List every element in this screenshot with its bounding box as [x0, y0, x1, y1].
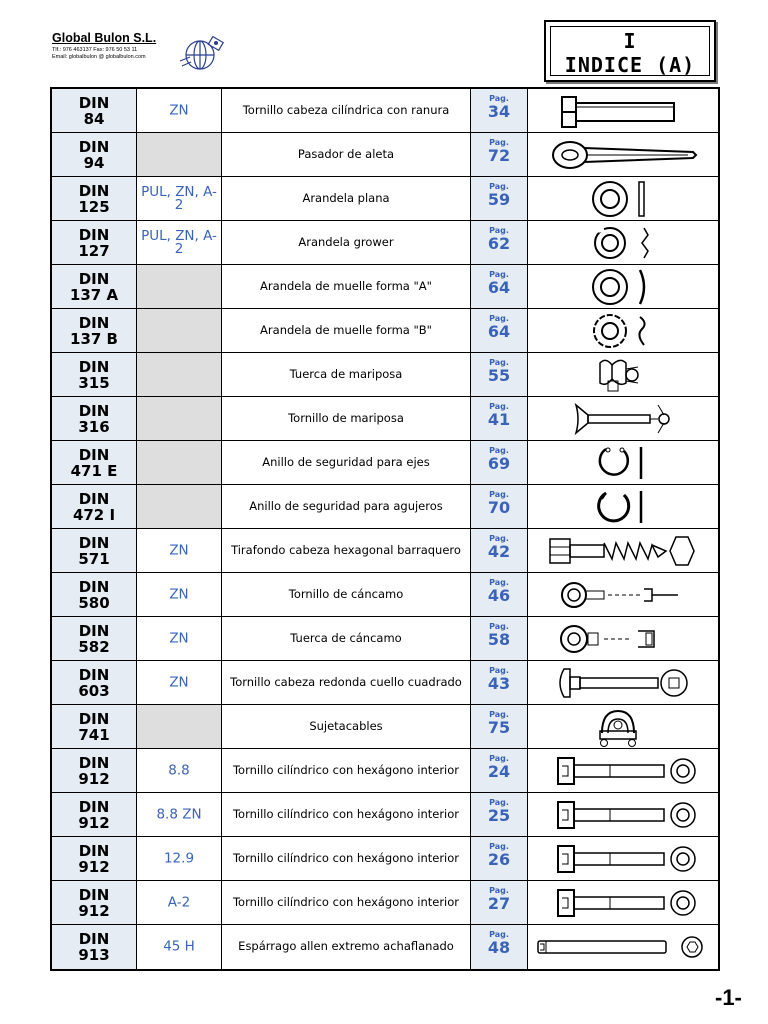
- din-label: DIN: [78, 314, 110, 332]
- description: Tuerca de cáncamo: [222, 617, 471, 660]
- page-reference[interactable]: [471, 441, 528, 484]
- din-number: 316: [78, 418, 110, 436]
- page-label: Pag.: [489, 446, 509, 455]
- slotted-cheese-screw-icon: [528, 89, 718, 133]
- din-label: DIN: [78, 842, 110, 860]
- finish-cell: [137, 837, 222, 880]
- din-number: 912: [78, 858, 110, 876]
- page-reference[interactable]: [471, 793, 528, 836]
- part-illustration: [528, 793, 718, 836]
- table-row: [52, 485, 718, 529]
- page-label: Pag.: [489, 798, 509, 807]
- din-label: DIN: [78, 94, 110, 112]
- din-label: DIN: [78, 710, 110, 728]
- din-code: [52, 221, 137, 264]
- table-row: [52, 177, 718, 221]
- din-label: DIN: [78, 578, 110, 596]
- table-row: [52, 89, 718, 133]
- page-reference[interactable]: [471, 133, 528, 176]
- finish-cell: [137, 705, 222, 748]
- page-number-ref: 27: [487, 894, 511, 913]
- company-logo-icon: [170, 31, 228, 83]
- socket-head-cap-screw-icon: [528, 881, 718, 925]
- page-number-ref: 25: [487, 806, 511, 825]
- table-row: [52, 793, 718, 837]
- table-row: [52, 925, 718, 969]
- page-reference[interactable]: [471, 309, 528, 352]
- wing-screw-icon: [528, 397, 718, 441]
- part-illustration: [528, 89, 718, 132]
- din-label: DIN: [78, 490, 110, 508]
- table-row: [52, 705, 718, 749]
- table-row: [52, 881, 718, 925]
- company-email: Email: globalbulon @ globalbulon.com: [52, 54, 146, 60]
- page-number-ref: 43: [487, 674, 511, 693]
- din-number: 137 B: [70, 330, 118, 348]
- page-label: Pag.: [489, 182, 509, 191]
- din-number: 912: [78, 770, 110, 788]
- page-number-ref: 48: [487, 938, 511, 957]
- internal-circlip-icon: [528, 485, 718, 529]
- table-row: [52, 309, 718, 353]
- part-illustration: [528, 353, 718, 396]
- finish-text: PUL, ZN, A-2: [141, 227, 217, 257]
- din-code: [52, 89, 137, 132]
- din-code: [52, 397, 137, 440]
- page-label: Pag.: [489, 754, 509, 763]
- company-phone-fax: Tlf.: 976 463137 Fax: 976 50 53 11: [52, 47, 138, 53]
- finish-cell: [137, 529, 222, 572]
- page-reference[interactable]: [471, 617, 528, 660]
- spring-lock-washer-icon: [528, 221, 718, 265]
- description: Arandela grower: [222, 221, 471, 264]
- finish-cell: [137, 265, 222, 308]
- table-row: [52, 837, 718, 881]
- table-row: [52, 397, 718, 441]
- wave-spring-washer-icon: [528, 309, 718, 353]
- din-label: DIN: [78, 798, 110, 816]
- din-code: [52, 177, 137, 220]
- page-number-ref: 70: [487, 498, 511, 517]
- finish-cell: [137, 441, 222, 484]
- page-label: Pag.: [489, 94, 509, 103]
- din-code: [52, 133, 137, 176]
- din-label: DIN: [78, 446, 110, 464]
- page-reference[interactable]: [471, 661, 528, 704]
- page-label: Pag.: [489, 490, 509, 499]
- din-label: DIN: [78, 358, 110, 376]
- din-number: 912: [78, 814, 110, 832]
- finish-cell: [137, 221, 222, 264]
- finish-cell: [137, 617, 222, 660]
- part-illustration: [528, 617, 718, 660]
- page-number-ref: 58: [487, 630, 511, 649]
- finish-text: ZN: [169, 674, 189, 690]
- page-reference[interactable]: [471, 837, 528, 880]
- finish-text: ZN: [169, 586, 189, 602]
- socket-head-cap-screw-icon: [528, 837, 718, 881]
- page-label: Pag.: [489, 270, 509, 279]
- finish-cell: [137, 925, 222, 969]
- wire-rope-clip-icon: [528, 705, 718, 749]
- din-code: [52, 925, 137, 969]
- company-name: Global Bulon S.L.: [52, 31, 157, 45]
- page-number-ref: 75: [487, 718, 511, 737]
- page-reference[interactable]: [471, 573, 528, 616]
- description: Arandela plana: [222, 177, 471, 220]
- page-reference[interactable]: [471, 353, 528, 396]
- finish-text: 8.8 ZN: [156, 806, 202, 822]
- page-label: Pag.: [489, 666, 509, 675]
- page-label: Pag.: [489, 226, 509, 235]
- din-number: 125: [78, 198, 110, 216]
- description: Tornillo cabeza cilíndrica con ranura: [222, 89, 471, 132]
- description: Arandela de muelle forma "A": [222, 265, 471, 308]
- socket-head-cap-screw-icon: [528, 749, 718, 793]
- part-illustration: [528, 397, 718, 440]
- description: Tirafondo cabeza hexagonal barraquero: [222, 529, 471, 572]
- din-code: [52, 661, 137, 704]
- description: Arandela de muelle forma "B": [222, 309, 471, 352]
- page-number-ref: 34: [487, 102, 511, 121]
- din-code: [52, 441, 137, 484]
- din-label: DIN: [78, 622, 110, 640]
- description: Tornillo cabeza redonda cuello cuadrado: [222, 661, 471, 704]
- page-reference[interactable]: [471, 925, 528, 969]
- page-reference[interactable]: [471, 529, 528, 572]
- page-label: Pag.: [489, 358, 509, 367]
- description: Pasador de aleta: [222, 133, 471, 176]
- description: Tornillo de mariposa: [222, 397, 471, 440]
- description: Tornillo cilíndrico con hexágono interior: [222, 837, 471, 880]
- din-number: 912: [78, 902, 110, 920]
- din-code: [52, 573, 137, 616]
- page-reference[interactable]: [471, 89, 528, 132]
- din-number: 571: [78, 550, 110, 568]
- page-label: Pag.: [489, 138, 509, 147]
- din-number: 913: [78, 946, 110, 964]
- din-number: 137 A: [69, 286, 119, 304]
- page-label: Pag.: [489, 402, 509, 411]
- part-illustration: [528, 485, 718, 528]
- part-illustration: [528, 749, 718, 792]
- wing-nut-icon: [528, 353, 718, 397]
- description: Sujetacables: [222, 705, 471, 748]
- din-label: DIN: [78, 666, 110, 684]
- split-pin-icon: [528, 133, 718, 177]
- din-label: DIN: [78, 182, 110, 200]
- part-illustration: [528, 529, 718, 572]
- description: Espárrago allen extremo achaflanado: [222, 925, 471, 969]
- part-illustration: [528, 925, 718, 969]
- finish-cell: [137, 881, 222, 924]
- din-code: [52, 837, 137, 880]
- part-illustration: [528, 837, 718, 880]
- flat-washer-icon: [528, 177, 718, 221]
- din-label: DIN: [78, 534, 110, 552]
- description: Anillo de seguridad para ejes: [222, 441, 471, 484]
- finish-cell: [137, 397, 222, 440]
- external-circlip-icon: [528, 441, 718, 485]
- din-label: DIN: [78, 226, 110, 244]
- din-number: 127: [78, 242, 110, 260]
- index-title-box: [544, 20, 716, 82]
- page-number-ref: 42: [487, 542, 511, 561]
- part-illustration: [528, 705, 718, 748]
- finish-text: ZN: [169, 630, 189, 646]
- page-number-ref: 55: [487, 366, 511, 385]
- part-illustration: [528, 573, 718, 616]
- finish-text: A-2: [167, 894, 191, 910]
- din-number: 94: [83, 154, 105, 172]
- din-label: DIN: [78, 402, 110, 420]
- din-number: 84: [83, 110, 105, 128]
- page-reference[interactable]: [471, 705, 528, 748]
- part-illustration: [528, 177, 718, 220]
- page-label: Pag.: [489, 710, 509, 719]
- din-code: [52, 749, 137, 792]
- set-screw-flat-point-icon: [528, 925, 718, 969]
- part-illustration: [528, 265, 718, 308]
- finish-cell: [137, 353, 222, 396]
- page-number-ref: 26: [487, 850, 511, 869]
- din-label: DIN: [78, 886, 110, 904]
- din-number: 472 I: [72, 506, 116, 524]
- index-table: [50, 87, 720, 971]
- part-illustration: [528, 133, 718, 176]
- page-label: Pag.: [489, 842, 509, 851]
- eye-nut-icon: [528, 617, 718, 661]
- finish-cell: [137, 485, 222, 528]
- part-illustration: [528, 881, 718, 924]
- din-code: [52, 793, 137, 836]
- company-header: [52, 31, 227, 85]
- table-row: [52, 353, 718, 397]
- finish-text: ZN: [169, 102, 189, 118]
- page-reference[interactable]: [471, 881, 528, 924]
- page-number-ref: 69: [487, 454, 511, 473]
- eye-bolt-icon: [528, 573, 718, 617]
- page-label: Pag.: [489, 622, 509, 631]
- finish-cell: [137, 661, 222, 704]
- finish-text: 45 H: [163, 938, 195, 955]
- part-illustration: [528, 661, 718, 704]
- page-number-ref: 24: [487, 762, 511, 781]
- finish-cell: [137, 749, 222, 792]
- hex-lag-screw-icon: [528, 529, 718, 573]
- din-number: 315: [78, 374, 110, 392]
- din-label: DIN: [78, 754, 110, 772]
- table-row: [52, 749, 718, 793]
- page-label: Pag.: [489, 578, 509, 587]
- din-code: [52, 485, 137, 528]
- finish-cell: [137, 133, 222, 176]
- table-row: [52, 573, 718, 617]
- finish-cell: [137, 793, 222, 836]
- din-number: 741: [78, 726, 110, 744]
- table-row: [52, 529, 718, 573]
- page-label: Pag.: [489, 886, 509, 895]
- page-number: -1-: [715, 985, 742, 1010]
- page-number-ref: 64: [487, 278, 511, 297]
- table-row: [52, 661, 718, 705]
- part-illustration: [528, 309, 718, 352]
- finish-text: ZN: [169, 542, 189, 558]
- finish-cell: [137, 89, 222, 132]
- page-label: Pag.: [489, 314, 509, 323]
- description: Tornillo cilíndrico con hexágono interior: [222, 793, 471, 836]
- curved-spring-washer-icon: [528, 265, 718, 309]
- din-label: DIN: [78, 138, 110, 156]
- description: Tornillo cilíndrico con hexágono interior: [222, 749, 471, 792]
- table-row: [52, 265, 718, 309]
- description: Tornillo de cáncamo: [222, 573, 471, 616]
- finish-cell: [137, 177, 222, 220]
- page-number-ref: 46: [487, 586, 511, 605]
- description: Tornillo cilíndrico con hexágono interior: [222, 881, 471, 924]
- din-number: 582: [78, 638, 110, 656]
- page-label: Pag.: [489, 534, 509, 543]
- din-code: [52, 309, 137, 352]
- page-reference[interactable]: [471, 177, 528, 220]
- page-number-ref: 64: [487, 322, 511, 341]
- index-title: INDICE (A): [564, 53, 696, 77]
- page-number-ref: 72: [487, 146, 511, 165]
- din-label: DIN: [78, 270, 110, 288]
- page-number-ref: 62: [487, 234, 511, 253]
- socket-head-cap-screw-icon: [528, 793, 718, 837]
- page-label: Pag.: [489, 930, 509, 939]
- description: Anillo de seguridad para agujeros: [222, 485, 471, 528]
- table-row: [52, 441, 718, 485]
- page-reference[interactable]: [471, 485, 528, 528]
- din-code: [52, 529, 137, 572]
- din-number: 471 E: [70, 462, 118, 480]
- finish-text: PUL, ZN, A-2: [141, 183, 217, 213]
- din-code: [52, 705, 137, 748]
- page-reference[interactable]: [471, 749, 528, 792]
- din-number: 603: [78, 682, 110, 700]
- page-reference[interactable]: [471, 397, 528, 440]
- part-illustration: [528, 221, 718, 264]
- din-code: [52, 617, 137, 660]
- finish-cell: [137, 309, 222, 352]
- table-row: [52, 221, 718, 265]
- part-illustration: [528, 441, 718, 484]
- table-row: [52, 617, 718, 661]
- description: Tuerca de mariposa: [222, 353, 471, 396]
- finish-cell: [137, 573, 222, 616]
- din-code: [52, 353, 137, 396]
- page-number-ref: 41: [487, 410, 511, 429]
- carriage-bolt-icon: [528, 661, 718, 705]
- finish-text: 12.9: [163, 850, 195, 866]
- index-letter: I: [623, 29, 637, 53]
- din-code: [52, 265, 137, 308]
- din-code: [52, 881, 137, 924]
- page-number-ref: 59: [487, 190, 511, 209]
- table-row: [52, 133, 718, 177]
- din-number: 580: [78, 594, 110, 612]
- page-reference[interactable]: [471, 221, 528, 264]
- finish-text: 8.8: [168, 762, 190, 778]
- page-reference[interactable]: [471, 265, 528, 308]
- din-label: DIN: [78, 930, 110, 948]
